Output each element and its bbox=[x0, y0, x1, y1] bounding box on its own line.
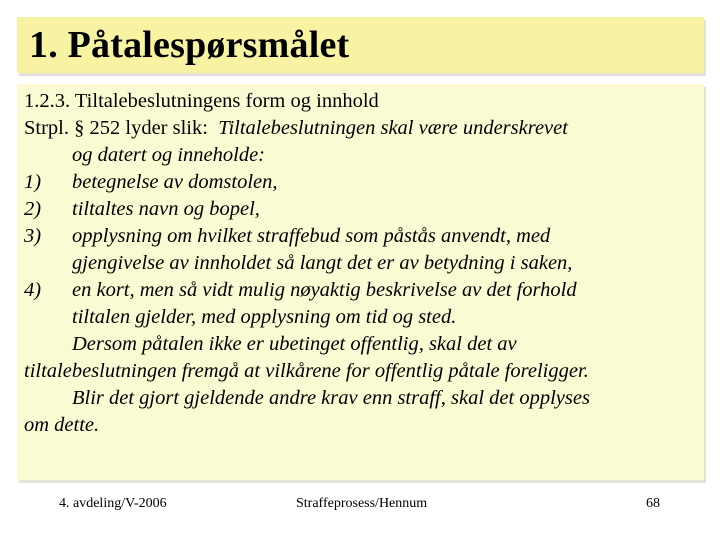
paragraph-1-line-1: Dersom påtalen ikke er ubetinget offentlig, skal det av bbox=[72, 333, 517, 355]
slide-body bbox=[24, 88, 704, 439]
list-item bbox=[24, 196, 704, 223]
content-box bbox=[17, 84, 704, 480]
list-number: 3) bbox=[24, 225, 42, 247]
intro-line bbox=[24, 115, 704, 142]
footer-course: 4. avdeling/V-2006 bbox=[59, 496, 167, 511]
footer-author: Straffeprosess/Hennum bbox=[296, 496, 428, 511]
list-text: opplysning om hvilket straffebud som påstås anvendt, med bbox=[72, 225, 551, 247]
list-item bbox=[24, 277, 704, 304]
list-text: tiltaltes navn og bopel, bbox=[72, 198, 260, 220]
list-text: betegnelse av domstolen, bbox=[72, 171, 278, 193]
list-number: 1) bbox=[24, 171, 42, 193]
title-bar bbox=[17, 17, 704, 73]
intro-prefix: Strpl. § 252 lyder slik: bbox=[24, 117, 208, 139]
list-item bbox=[24, 223, 704, 250]
list-text-continuation: gjengivelse av innholdet så langt det er av betydning i saken, bbox=[72, 252, 573, 274]
intro-quote-continuation: og datert og inneholde: bbox=[72, 144, 266, 166]
list-number: 4) bbox=[24, 279, 42, 301]
intro-quote: Tiltalebeslutningen skal være underskrevet bbox=[218, 117, 568, 139]
list-item bbox=[24, 169, 704, 196]
paragraph-1-line-2: tiltalebeslutningen fremgå at vilkårene for offentlig påtale foreligger. bbox=[24, 360, 589, 382]
paragraph-2-line-1: Blir det gjort gjeldende andre krav enn straff, skal det opplyses bbox=[72, 387, 590, 409]
section-heading: 1.2.3. Tiltalebeslutningens form og innhold bbox=[24, 90, 379, 112]
list-text: en kort, men så vidt mulig nøyaktig beskrivelse av det forhold bbox=[72, 279, 577, 301]
paragraph-2-line-2: om dette. bbox=[24, 414, 100, 436]
slide-title: 1. Påtalespørsmålet bbox=[29, 24, 350, 66]
list-number: 2) bbox=[24, 198, 42, 220]
footer-page-number: 68 bbox=[646, 496, 660, 511]
list-text-continuation: tiltalen gjelder, med opplysning om tid og sted. bbox=[72, 306, 457, 328]
